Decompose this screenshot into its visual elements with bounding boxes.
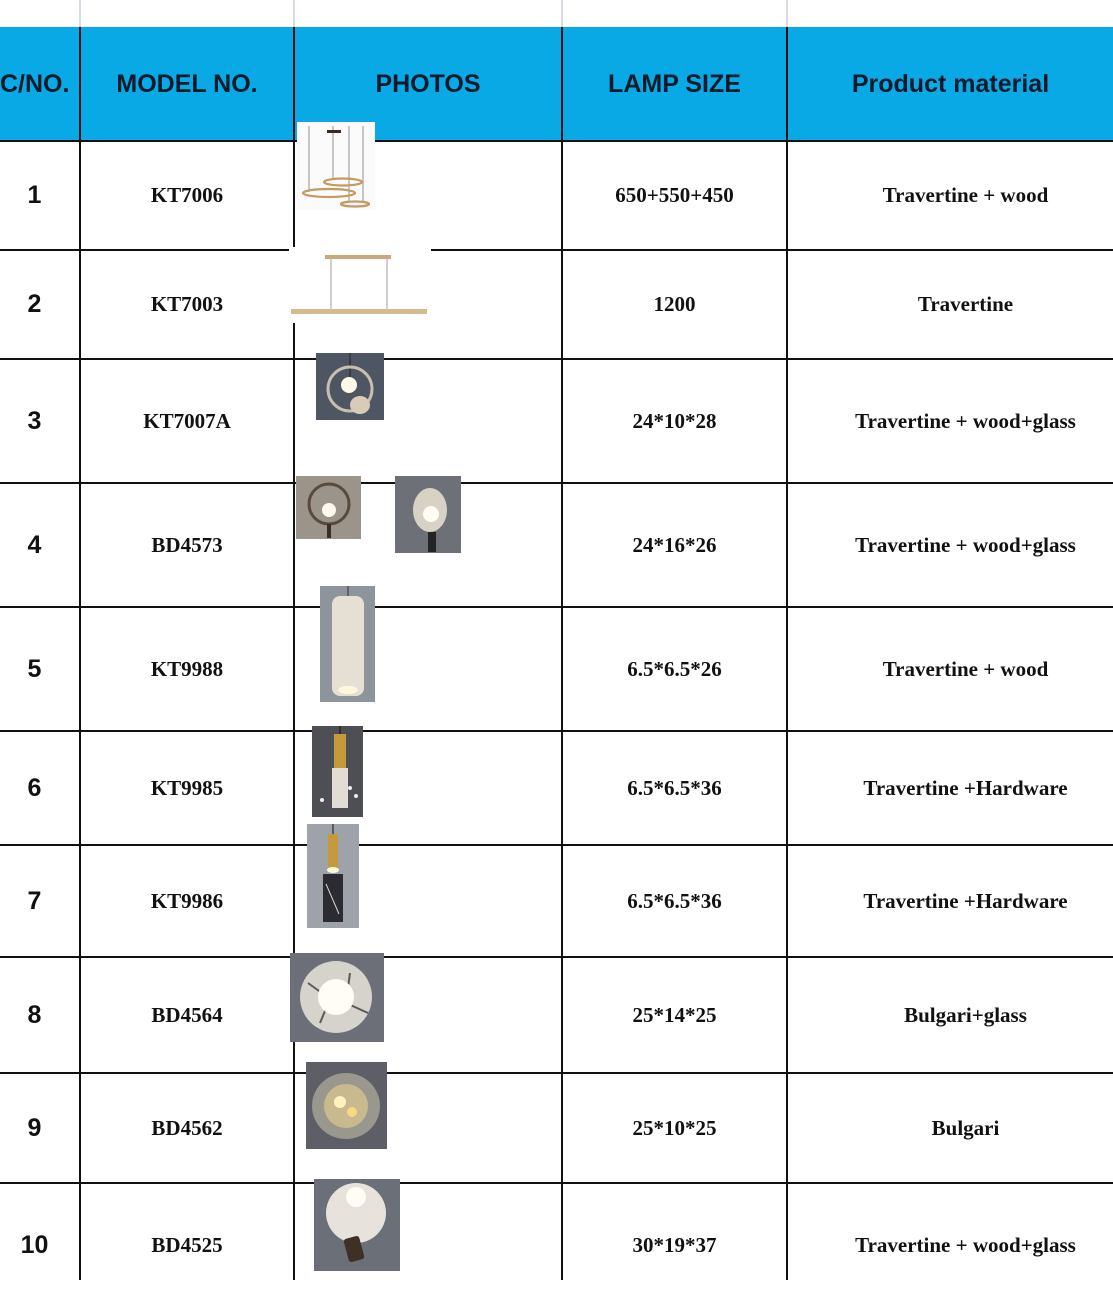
product-material: Travertine + wood+glass	[855, 408, 1076, 433]
model-no: KT7006	[150, 183, 224, 207]
model-no: BD4564	[151, 1002, 223, 1027]
marble-disc-sconce-photo	[306, 1062, 387, 1149]
lamp-size: 6.5*6.5*26	[627, 656, 722, 681]
header-photos: PHOTOS	[375, 69, 481, 98]
ring-chandelier-photo	[297, 122, 375, 210]
grid-line	[561, 0, 563, 27]
product-material: Travertine + wood+glass	[855, 532, 1076, 557]
product-material: Travertine + wood	[882, 183, 1049, 207]
brass-cylinder-pendant-photo	[312, 726, 363, 817]
model-no: KT7007A	[143, 408, 231, 433]
cylinder-pendant-photo	[320, 586, 375, 702]
model-no: KT9986	[150, 888, 224, 913]
header-sc-no: C/NO.	[0, 69, 70, 98]
ring-wall-lamp-photo	[296, 476, 361, 539]
linear-pendant-photo	[289, 247, 431, 323]
lamp-size: 650+550+450	[615, 183, 734, 207]
grid-line	[293, 0, 295, 27]
row-number: 7	[27, 886, 42, 915]
header-lamp-size: LAMP SIZE	[608, 69, 741, 98]
model-no: BD4525	[151, 1232, 223, 1257]
row-number: 8	[27, 1000, 42, 1029]
ring-wall-lamp-side-photo	[395, 476, 461, 553]
row-number: 4	[27, 530, 42, 559]
table-header	[0, 27, 1113, 141]
lamp-size: 24*10*28	[632, 408, 717, 433]
marble-disc-wall-lamp-photo	[290, 953, 384, 1042]
row-number: 10	[20, 1230, 49, 1259]
row-number: 5	[27, 654, 42, 683]
product-material: Bulgari+glass	[904, 1002, 1027, 1027]
row-number: 3	[27, 406, 42, 435]
model-no: KT9988	[150, 656, 224, 681]
product-material: Travertine +Hardware	[863, 888, 1068, 913]
model-no: KT7003	[150, 292, 224, 316]
product-material: Travertine + wood+glass	[855, 1232, 1076, 1257]
model-no: BD4562	[151, 1115, 223, 1140]
lamp-size: 6.5*6.5*36	[627, 888, 722, 913]
row-number: 2	[27, 290, 42, 318]
product-material: Travertine +Hardware	[863, 775, 1068, 800]
row-number: 9	[27, 1113, 42, 1142]
column-divider	[293, 27, 295, 1280]
row-number: 1	[27, 181, 42, 209]
lamp-size: 30*19*37	[632, 1232, 717, 1257]
grid-line	[786, 0, 788, 27]
row-number: 6	[27, 773, 42, 802]
product-material: Travertine	[917, 292, 1014, 316]
ring-globe-pendant-photo	[316, 353, 384, 420]
product-material: Bulgari	[931, 1115, 1000, 1140]
lamp-size: 1200	[653, 292, 696, 316]
product-material: Travertine + wood	[882, 656, 1049, 681]
model-no: BD4573	[151, 532, 223, 557]
lamp-size: 25*14*25	[632, 1002, 717, 1027]
lamp-size: 24*16*26	[632, 532, 717, 557]
sheet-top-strip	[0, 0, 1113, 28]
header-model-no: MODEL NO.	[116, 69, 258, 98]
marble-cylinder-pendant-photo	[307, 824, 359, 928]
lamp-size: 6.5*6.5*36	[627, 775, 722, 800]
lamp-size: 25*10*25	[632, 1115, 717, 1140]
spotlight-wall-lamp-photo	[314, 1179, 400, 1271]
model-no: KT9985	[150, 775, 224, 800]
header-product-material: Product material	[851, 69, 1050, 98]
grid-line	[79, 0, 81, 27]
